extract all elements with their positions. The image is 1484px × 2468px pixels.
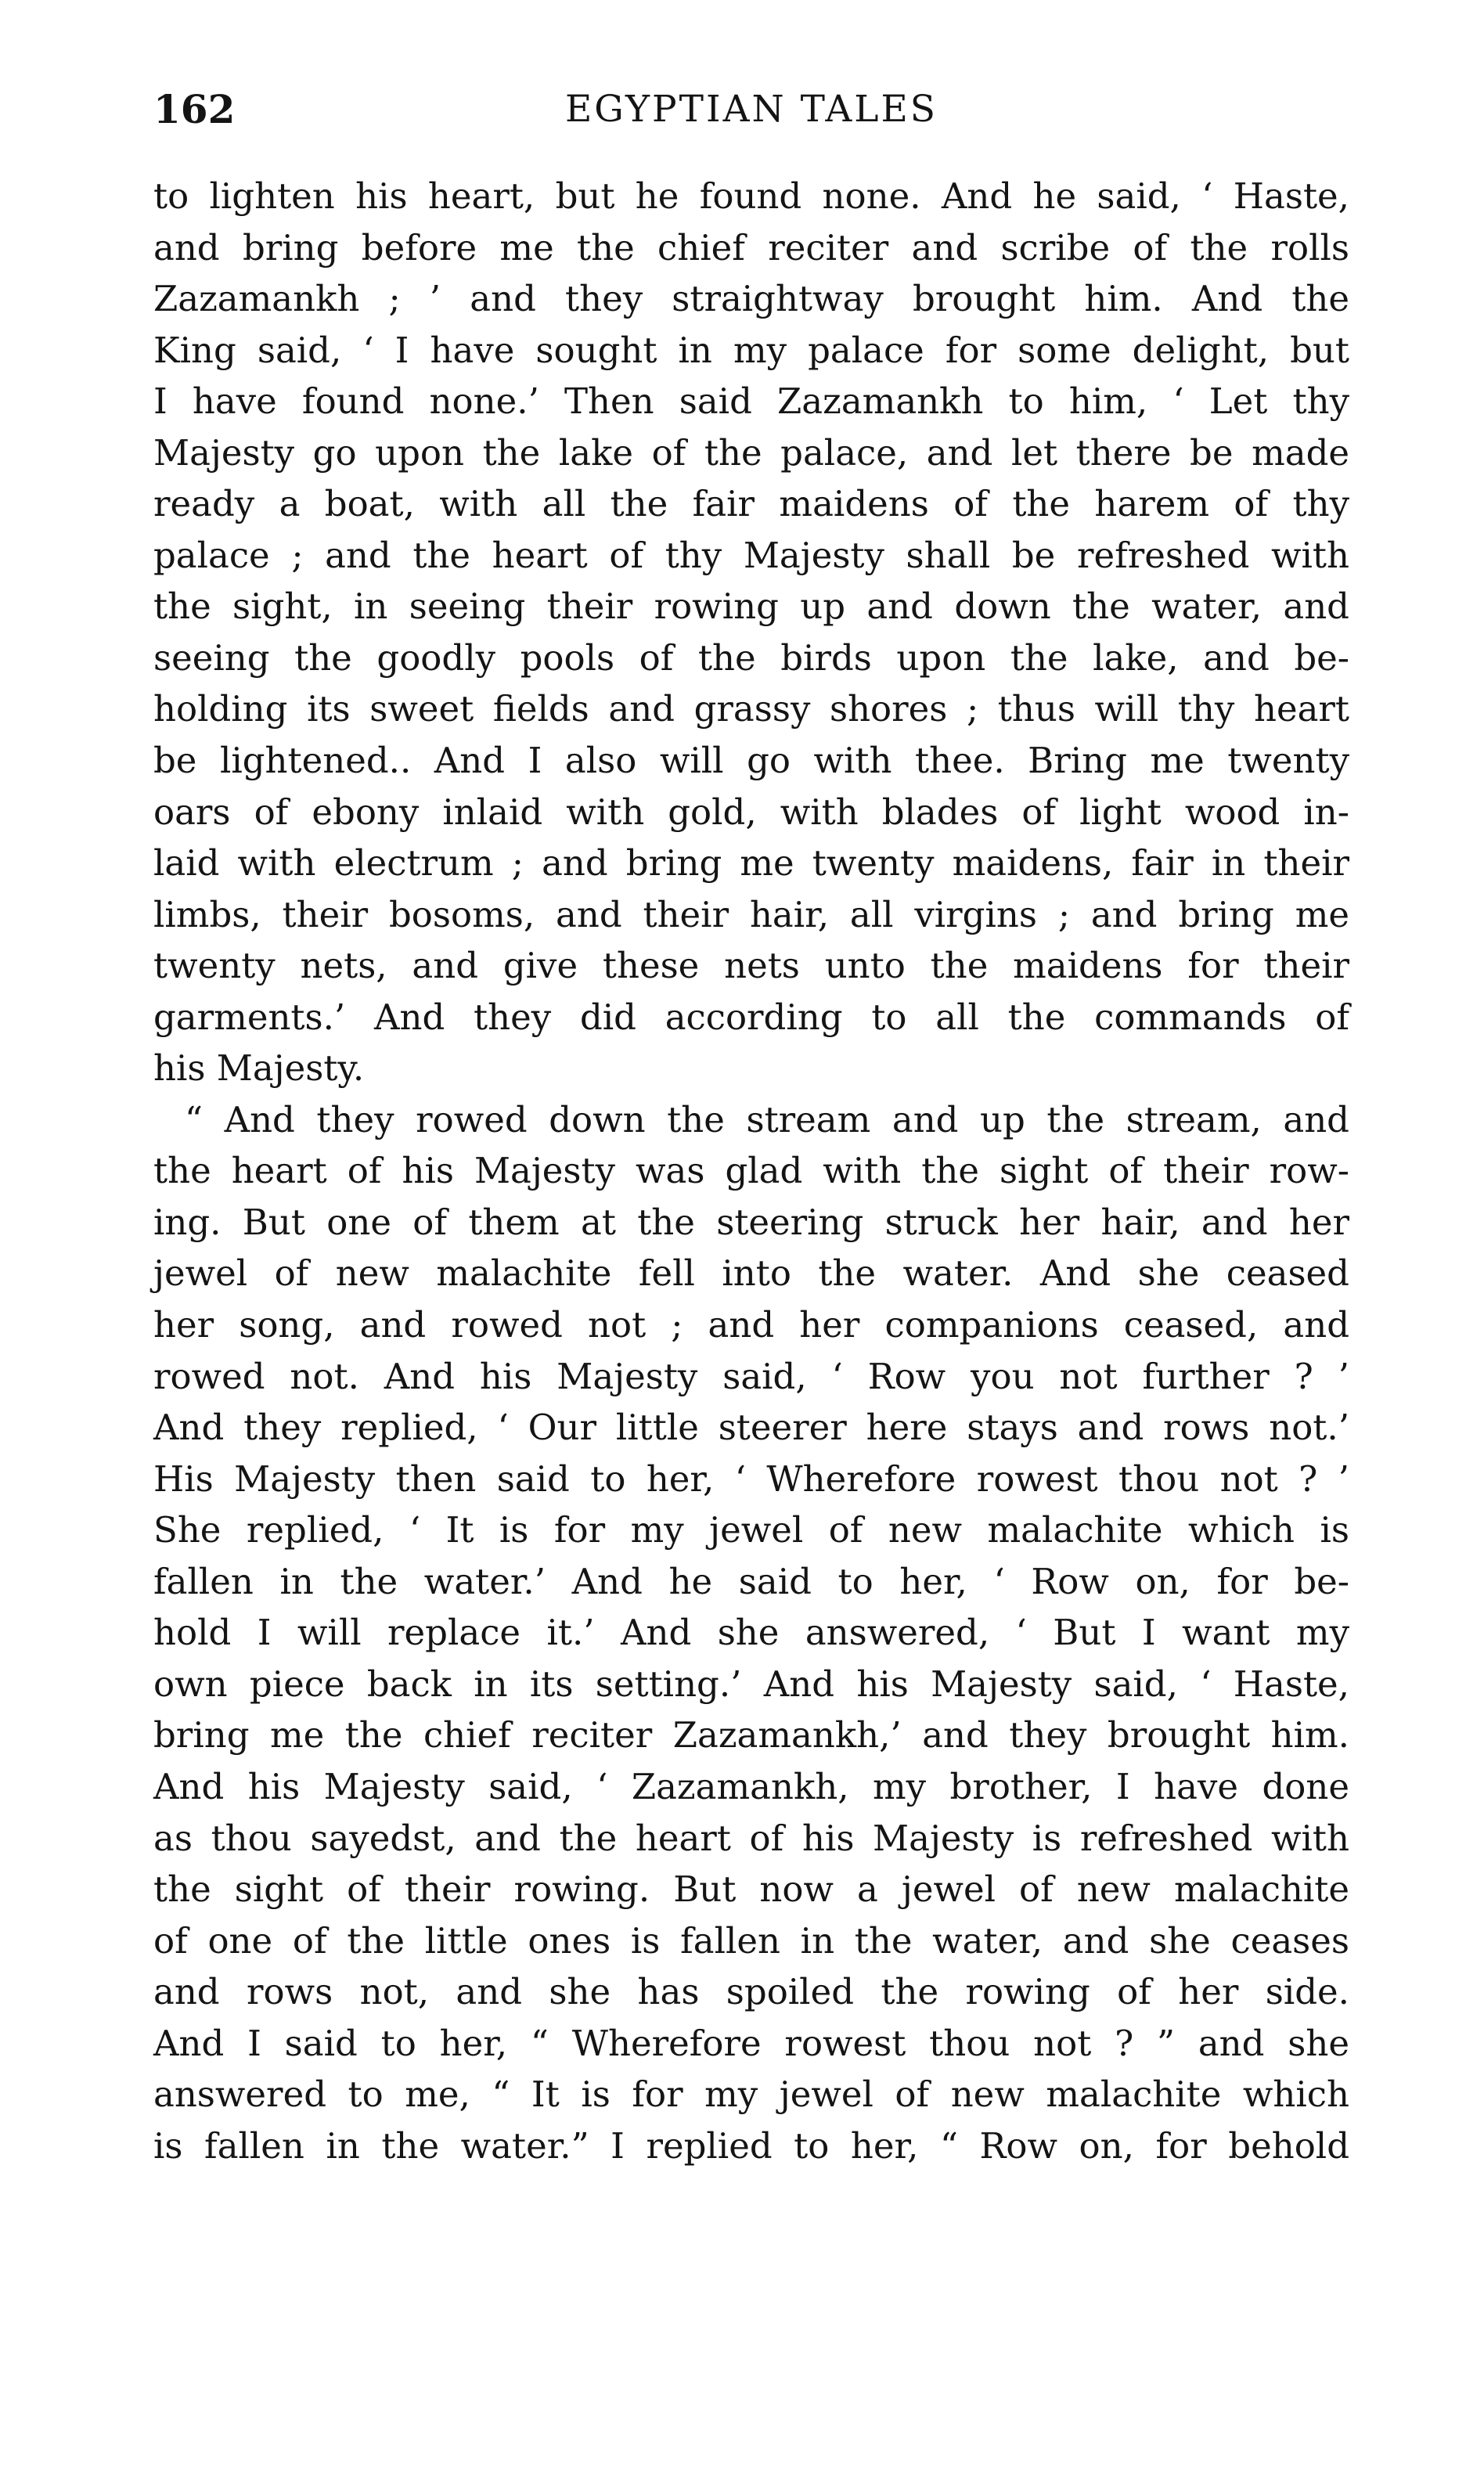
- text-line: holding its sweet fields and grassy shores ; thus will thy heart: [153, 688, 1349, 730]
- text-line: oars of ebony inlaid with gold, with blades of light wood in-: [153, 791, 1349, 833]
- text-line: hold I will replace it.’ And she answered, ‘ But I want my: [153, 1612, 1349, 1654]
- text-line: I have found none.’ Then said Zazamankh to him, ‘ Let thy: [153, 380, 1349, 423]
- text-line: of one of the little ones is fallen in the water, and she ceases: [153, 1919, 1349, 1962]
- text-line: jewel of new malachite fell into the water. And she ceased: [153, 1252, 1349, 1295]
- text-line: garments.’ And they did according to all the commands of: [153, 996, 1349, 1038]
- text-line: the heart of his Majesty was glad with the sight of their row-: [153, 1150, 1349, 1192]
- text-line: and rows not, and she has spoiled the rowing of her side.: [153, 1971, 1349, 2013]
- text-line: rowed not. And his Majesty said, ‘ Row you not further ? ’: [153, 1355, 1349, 1397]
- text-line: And they replied, ‘ Our little steerer here stays and rows not.’: [153, 1407, 1349, 1449]
- text-line: ing. But one of them at the steering struck her hair, and her: [153, 1201, 1349, 1243]
- text-line: King said, ‘ I have sought in my palace for some delight, but: [153, 329, 1349, 371]
- running-head: [153, 78, 1349, 141]
- text-line: to lighten his heart, but he found none. And he said, ‘ Haste,: [153, 175, 1349, 217]
- text-line: seeing the goodly pools of the birds upon the lake, and be-: [153, 636, 1349, 679]
- text-line: ready a boat, with all the fair maidens of the harem of thy: [153, 483, 1349, 525]
- text-line: She replied, ‘ It is for my jewel of new malachite which is: [153, 1509, 1349, 1551]
- text-line: own piece back in its setting.’ And his Majesty said, ‘ Haste,: [153, 1663, 1349, 1705]
- text-line: Zazamankh ; ’ and they straightway brought him. And the: [153, 278, 1349, 320]
- running-title: EGYPTIAN TALES: [564, 88, 938, 131]
- text-line: His Majesty then said to her, ‘ Wherefore rowest thou not ? ’: [153, 1457, 1349, 1500]
- text-line: as thou sayedst, and the heart of his Majesty is refreshed with: [153, 1817, 1349, 1859]
- text-line: fallen in the water.’ And he said to her, ‘ Row on, for be-: [153, 1560, 1349, 1602]
- body-text: [153, 171, 1349, 2171]
- text-line: the sight, in seeing their rowing up and down the water, and: [153, 585, 1349, 628]
- text-line: answered to me, “ It is for my jewel of new malachite which: [153, 2073, 1349, 2116]
- text-line: her song, and rowed not ; and her companions ceased, and: [153, 1304, 1349, 1346]
- paragraph-end-line: his Majesty.: [153, 1047, 365, 1090]
- text-line: is fallen in the water.” I replied to her, “ Row on, for behold: [153, 2124, 1349, 2167]
- page-number: 162: [153, 86, 236, 132]
- text-line: And I said to her, “ Wherefore rowest thou not ? ” and she: [153, 2022, 1349, 2064]
- text-line: And his Majesty said, ‘ Zazamankh, my brother, I have done: [153, 1765, 1349, 1807]
- text-line: and bring before me the chief reciter and scribe of the rolls: [153, 226, 1349, 268]
- text-line: be lightened.. And I also will go with thee. Bring me twenty: [153, 740, 1349, 782]
- text-line: twenty nets, and give these nets unto the maidens for their: [153, 945, 1349, 987]
- text-line: palace ; and the heart of thy Majesty shall be refreshed with: [153, 534, 1349, 576]
- paragraph-first-line: “ And they rowed down the stream and up the stream, and: [185, 1098, 1349, 1140]
- text-line: Majesty go upon the lake of the palace, and let there be made: [153, 431, 1349, 474]
- text-line: laid with electrum ; and bring me twenty maidens, fair in their: [153, 842, 1349, 885]
- text-line: the sight of their rowing. But now a jewel of new malachite: [153, 1868, 1349, 1911]
- text-line: bring me the chief reciter Zazamankh,’ and they brought him.: [153, 1714, 1349, 1756]
- text-line: limbs, their bosoms, and their hair, all virgins ; and bring me: [153, 893, 1349, 935]
